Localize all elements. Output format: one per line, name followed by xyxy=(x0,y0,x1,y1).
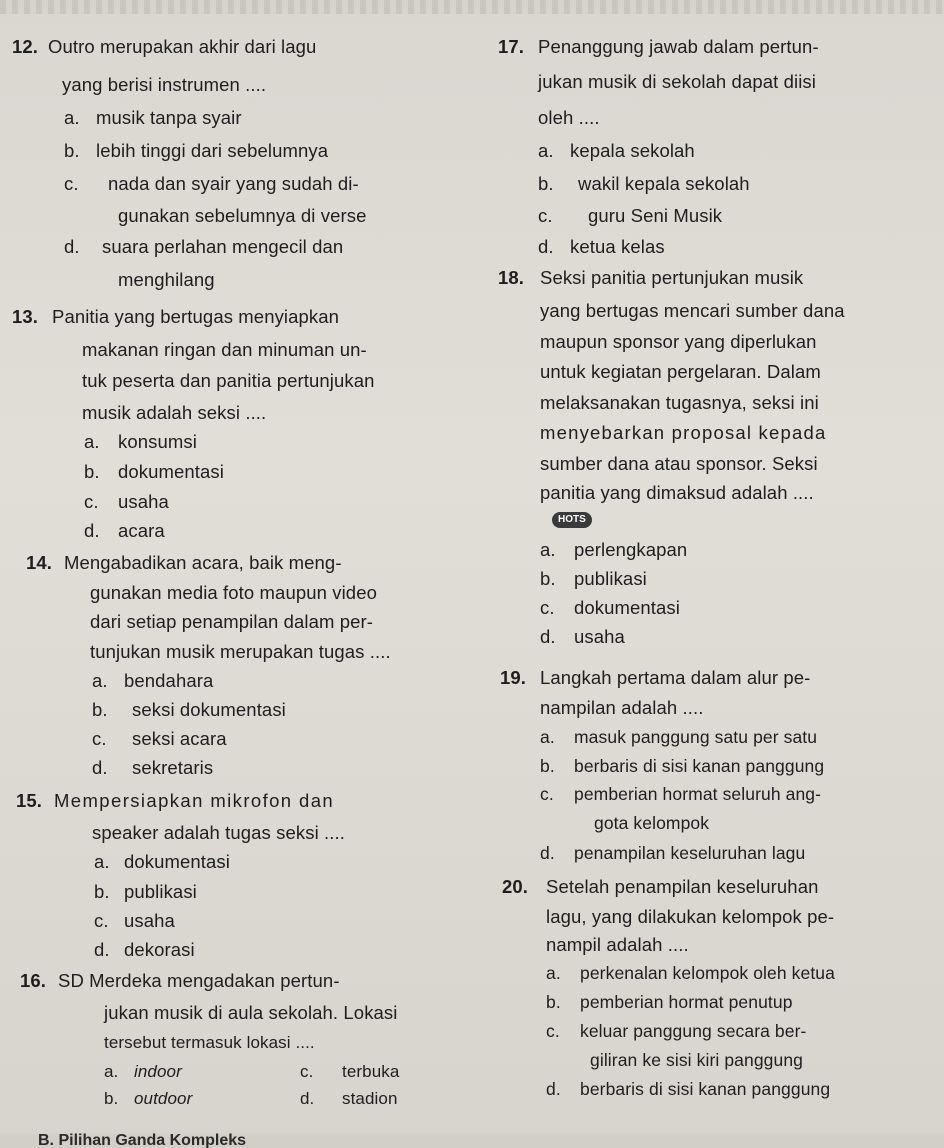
option-text: nada dan syair yang sudah di- xyxy=(108,173,359,194)
option-letter: d. xyxy=(546,1079,561,1099)
option-letter: c. xyxy=(84,491,99,512)
question-stem-line: Mempersiapkan mikrofon dan xyxy=(54,790,335,811)
option-text: usaha xyxy=(118,491,169,512)
option-letter: b. xyxy=(104,1089,119,1108)
question-stem-line: makanan ringan dan minuman un- xyxy=(82,339,367,360)
option-letter: b. xyxy=(546,992,561,1012)
option-text: publikasi xyxy=(574,568,647,589)
option-letter: a. xyxy=(538,140,554,161)
question-stem-line: menyebarkan proposal kepada xyxy=(540,422,827,443)
question-stem-line: Seksi panitia pertunjukan musik xyxy=(540,267,804,288)
option-text: lebih tinggi dari sebelumnya xyxy=(96,140,329,161)
question-stem-line: jukan musik di aula sekolah. Lokasi xyxy=(104,1002,398,1023)
option-letter: a. xyxy=(540,539,556,560)
option-letter: b. xyxy=(64,140,80,161)
option-letter: c. xyxy=(540,784,554,804)
option-text: outdoor xyxy=(134,1089,193,1108)
question-stem-line: nampilan adalah .... xyxy=(540,697,704,718)
option-text: sekretaris xyxy=(132,757,214,778)
question-stem-line: Mengabadikan acara, baik meng- xyxy=(64,552,342,573)
question-stem-line: Outro merupakan akhir dari lagu xyxy=(48,36,317,57)
option-text: keluar panggung secara ber- xyxy=(580,1021,807,1041)
option-letter: b. xyxy=(540,568,556,589)
option-letter: c. xyxy=(538,205,553,226)
question-number: 14. xyxy=(26,552,53,573)
question-stem-line: jukan musik di sekolah dapat diisi xyxy=(538,71,816,92)
option-text: penampilan keseluruhan lagu xyxy=(574,843,806,863)
option-letter: d. xyxy=(84,520,100,541)
question-stem-line: Penanggung jawab dalam pertun- xyxy=(538,36,819,57)
option-letter: d. xyxy=(300,1089,315,1108)
option-letter: a. xyxy=(92,670,108,691)
option-letter: d. xyxy=(92,757,108,778)
question-number: 18. xyxy=(498,267,525,288)
question-number: 12. xyxy=(12,36,39,57)
option-text: seksi dokumentasi xyxy=(132,699,286,720)
hots-badge: HOTS xyxy=(552,512,592,528)
option-letter: b. xyxy=(92,699,108,720)
option-letter: d. xyxy=(540,843,555,863)
option-letter: a. xyxy=(540,727,555,747)
option-letter: b. xyxy=(84,461,100,482)
option-letter: d. xyxy=(94,939,110,960)
option-text: pemberian hormat penutup xyxy=(580,992,793,1012)
option-text: stadion xyxy=(342,1089,398,1108)
page-top-edge xyxy=(0,0,944,14)
question-number: 13. xyxy=(12,306,39,327)
option-letter: c. xyxy=(300,1062,314,1081)
option-text: wakil kepala sekolah xyxy=(578,173,750,194)
option-text: indoor xyxy=(134,1062,182,1081)
option-letter: b. xyxy=(540,756,555,776)
option-letter: a. xyxy=(546,963,561,983)
option-letter: b. xyxy=(94,881,110,902)
option-text: gunakan sebelumnya di verse xyxy=(118,205,367,226)
question-stem-line: musik adalah seksi .... xyxy=(82,402,267,423)
question-number: 15. xyxy=(16,790,43,811)
option-text: ketua kelas xyxy=(570,236,665,257)
option-text: dekorasi xyxy=(124,939,195,960)
question-stem-line: Panitia yang bertugas menyiapkan xyxy=(52,306,340,327)
option-text: musik tanpa syair xyxy=(96,107,242,128)
option-text: terbuka xyxy=(342,1062,400,1081)
question-stem-line: tuk peserta dan panitia pertunjukan xyxy=(82,370,375,391)
option-text: kepala sekolah xyxy=(570,140,695,161)
question-stem-line: lagu, yang dilakukan kelompok pe- xyxy=(546,906,835,927)
option-text: acara xyxy=(118,520,165,541)
question-stem-line: nampil adalah .... xyxy=(546,934,689,955)
option-text: publikasi xyxy=(124,881,197,902)
option-text: guru Seni Musik xyxy=(588,205,723,226)
option-letter: a. xyxy=(104,1062,119,1081)
option-text: bendahara xyxy=(124,670,214,691)
question-stem-line: maupun sponsor yang diperlukan xyxy=(540,331,817,352)
option-text: giliran ke sisi kiri panggung xyxy=(590,1050,804,1070)
option-text: menghilang xyxy=(118,269,215,290)
option-letter: c. xyxy=(546,1021,560,1041)
question-stem-line: yang berisi instrumen .... xyxy=(62,74,267,95)
section-heading-cutoff: B. Pilihan Ganda Kompleks xyxy=(38,1132,247,1148)
option-text: berbaris di sisi kanan panggung xyxy=(580,1079,831,1099)
question-stem-line: speaker adalah tugas seksi .... xyxy=(92,822,345,843)
question-stem-line: melaksanakan tugasnya, seksi ini xyxy=(540,392,819,413)
option-letter: c. xyxy=(94,910,109,931)
option-text: dokumentasi xyxy=(124,851,230,872)
question-stem-line: dari setiap penampilan dalam per- xyxy=(90,611,374,632)
option-letter: c. xyxy=(540,597,555,618)
option-letter: a. xyxy=(84,431,100,452)
option-text: gota kelompok xyxy=(594,813,710,833)
option-letter: c. xyxy=(92,728,107,749)
option-letter: d. xyxy=(64,236,80,257)
question-stem-line: tunjukan musik merupakan tugas .... xyxy=(90,641,391,662)
question-number: 16. xyxy=(20,970,47,991)
option-letter: c. xyxy=(64,173,79,194)
option-text: konsumsi xyxy=(118,431,197,452)
option-text: perkenalan kelompok oleh ketua xyxy=(580,963,835,983)
question-number: 20. xyxy=(502,876,529,897)
option-text: suara perlahan mengecil dan xyxy=(102,236,344,257)
option-text: dokumentasi xyxy=(574,597,680,618)
option-text: seksi acara xyxy=(132,728,227,749)
question-stem-line: SD Merdeka mengadakan pertun- xyxy=(58,970,340,991)
option-letter: a. xyxy=(94,851,110,872)
option-letter: a. xyxy=(64,107,80,128)
question-stem-line: Setelah penampilan keseluruhan xyxy=(546,876,819,897)
question-stem-line: gunakan media foto maupun video xyxy=(90,582,377,603)
option-text: perlengkapan xyxy=(574,539,688,560)
question-stem-line: sumber dana atau sponsor. Seksi xyxy=(540,453,818,474)
question-stem-line: yang bertugas mencari sumber dana xyxy=(540,300,845,321)
option-letter: d. xyxy=(538,236,554,257)
option-text: masuk panggung satu per satu xyxy=(574,727,818,747)
question-number: 17. xyxy=(498,36,525,57)
option-text: usaha xyxy=(124,910,175,931)
option-text: usaha xyxy=(574,626,625,647)
option-text: pemberian hormat seluruh ang- xyxy=(574,784,822,804)
question-stem-line: untuk kegiatan pergelaran. Dalam xyxy=(540,361,821,382)
question-stem-line: oleh .... xyxy=(538,107,600,128)
option-letter: b. xyxy=(538,173,554,194)
question-stem-line: Langkah pertama dalam alur pe- xyxy=(540,667,811,688)
option-letter: d. xyxy=(540,626,556,647)
question-stem-line: tersebut termasuk lokasi .... xyxy=(104,1033,315,1052)
option-text: berbaris di sisi kanan panggung xyxy=(574,756,825,776)
question-number: 19. xyxy=(500,667,527,688)
option-text: dokumentasi xyxy=(118,461,224,482)
question-stem-line: panitia yang dimaksud adalah .... xyxy=(540,482,814,503)
